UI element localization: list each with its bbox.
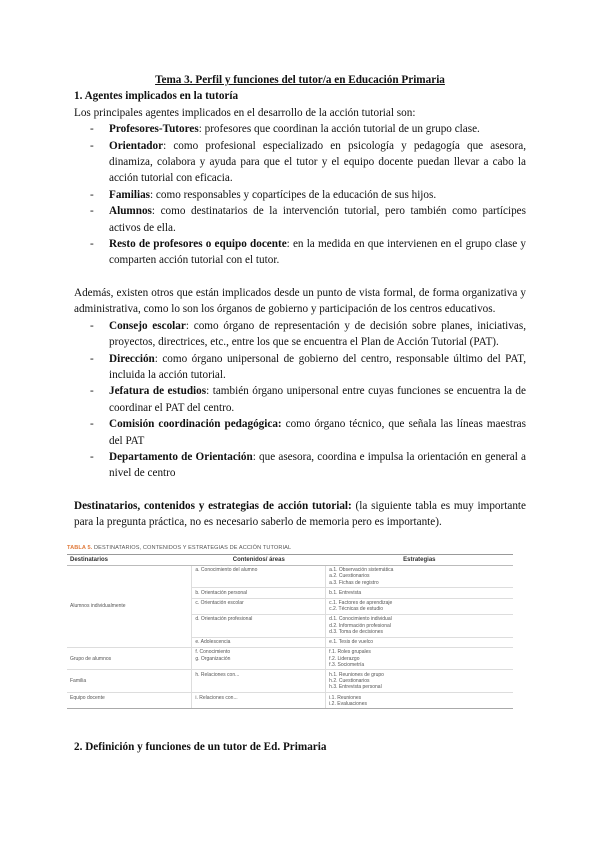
table-cell-line: h.2. Cuestionarios [329,678,370,685]
table-cell: h. Relaciones con... [192,670,326,693]
section-1-intro: Los principales agentes implicados en el desarrollo de la acción tutorial son: [74,106,416,119]
list-item [90,187,526,203]
table-cell-line: d.3. Toma de decisiones [329,628,384,635]
table-cell-destinatario: Equipo docente [67,693,192,709]
section-2-heading: 2. Definición y funciones de un tutor de Ed. Primaria [74,741,327,754]
list-item-text: : también órgano unipersonal entre cuyas funciones se encuentra la de coordinar el PAT del centro. [109,385,526,414]
governing-bodies-list [74,318,526,482]
table-cell-line: i.1. Reuniones [329,694,362,701]
table-cell [192,647,326,670]
section-1-heading: 1. Agentes implicados en la tutoría [74,90,239,103]
list-item [90,121,526,137]
table-header: Contenidos/ áreas [192,554,326,565]
table-caption-text: DESTINATARIOS, CONTENIDOS Y ESTRATEGIAS DE ACCIÓN TUTORIAL [92,544,292,551]
paragraph-table-intro [74,498,526,531]
list-item-text: : como destinatarios de la intervención tutorial, pero también como partícipes activos de ella. [109,205,526,234]
table-cell [326,598,513,614]
table-cell-line: d.1. Conocimiento individual [329,616,392,623]
table-header-row [67,554,513,565]
table-cell: d. Orientación profesional [192,614,326,637]
table-cell [326,588,513,598]
list-item-term: Dirección [109,352,155,365]
table-cell-line: f. Conocimiento [195,649,231,656]
list-item-term: Consejo escolar [109,319,186,332]
list-item-term: Alumnos [109,205,152,218]
list-item-term: Familias [109,188,151,201]
table-cell [326,647,513,670]
list-item [90,383,526,416]
table-caption [67,545,513,552]
table-header: Destinatarios [67,554,192,565]
table-cell-line: g. Organización [195,655,231,662]
table-intro-bold: Destinatarios, contenidos y estrategias de acción tutorial: [74,499,352,512]
table-cell-line: b.1. Entrevista [329,589,362,596]
document-title: Tema 3. Perfil y funciones del tutor/a en Educación Primaria [155,74,445,86]
table-row [67,647,513,670]
table-cell: b. Orientación personal [192,588,326,598]
list-item-text: : como responsables y copartícipes de la educación de sus hijos. [150,188,437,201]
list-item-text: : como profesional especializado en psicología y pedagogía que asesora, dinamiza, colabora y ayuda para que el tutor y el equipo docente puedan llevar a cabo la acción tutorial con eficacia. [109,139,526,185]
table-cell [326,565,513,588]
list-item-term: Resto de profesores o equipo docente [109,238,287,251]
table-cell [326,693,513,709]
table-cell-destinatario: Grupo de alumnos [67,647,192,670]
table-cell-line: h.3. Entrevista personal [329,684,382,691]
paragraph-formal-agents: Además, existen otros que están implicados desde un punto de vista formal, de forma organizativa y administrativa, como lo son los órganos de gobierno y participación de los centros educativos. [74,286,526,316]
table-cell-destinatario: Alumnos individualmente [67,565,192,647]
list-item-text: : en la medida en que intervienen en el grupo clase y comparten acción tutorial con el tutor. [109,238,526,267]
list-item [90,138,526,187]
table-cell-line: h.1. Reuniones de grupo [329,671,384,678]
list-item-term: Jefatura de estudios [109,385,207,398]
list-item-term: Orientador [109,139,164,152]
list-item-text: : que asesora, coordina e impulsa la orientación en general a nivel de centro [109,450,526,480]
table-cell-line: i.2. Evaluaciones [329,700,367,707]
list-item-text: : como órgano unipersonal de gobierno del centro, responsable último del PAT, incluida la acción tutorial. [109,352,526,381]
table-cell-line: f.2. Liderazgo [329,655,360,662]
table-row [67,565,513,588]
list-item-term: Departamento de Orientación [109,450,253,463]
list-item [90,203,526,236]
table-figure [67,545,513,710]
list-item-term: Profesores-Tutores [109,123,199,136]
list-item [90,416,526,449]
table-tag: TABLA 5. [67,544,93,551]
table-cell: c. Orientación escolar [192,598,326,614]
list-item-text: como órgano técnico, que señala las líneas maestras del PAT [109,418,526,447]
list-item-term: Comisión coordinación pedagógica: [109,418,282,431]
agents-list [74,121,526,269]
table-cell: i. Relaciones con... [192,693,326,709]
list-item [90,449,526,482]
table-cell-line: a.2. Cuestionarios [329,573,370,580]
table-cell-destinatario: Familia [67,670,192,693]
list-item [90,318,526,351]
table-cell-line: f.3. Sociometría [329,661,365,668]
table-cell [326,670,513,693]
list-item-text: : profesores que coordinan la acción tutorial de un grupo clase. [198,123,480,136]
table-cell: e. Adolescencia [192,637,326,647]
list-item-text: : como órgano de representación y de decisión sobre planes, iniciativas, proyectos, directrices, etc., entre los que se encuentra el Plan de Acción Tutorial (PAT). [109,319,526,349]
table-cell-line: a.1. Observación sistemática [329,567,394,574]
table-header: Estrategias [326,554,513,565]
table-cell: a. Conocimiento del alumno [192,565,326,588]
table-cell-line: a.3. Fichas de registro [329,579,379,586]
table-cell-line: c.1. Factores de aprendizaje [329,600,393,607]
strategies-table [67,554,513,710]
table-cell-line: d.2. Información profesional [329,622,391,629]
table-cell [326,614,513,637]
list-item [90,236,526,269]
table-row [67,693,513,709]
table-cell [326,637,513,647]
table-cell-line: f.1. Roles grupales [329,649,371,656]
table-row [67,670,513,693]
table-cell-line: e.1. Tesis de vuelco [329,639,373,646]
table-cell-line: c.2. Técnicas de estudio [329,606,383,613]
table-intro-text: (la siguiente tabla es muy importante para la pregunta práctica, no es necesario saberlo de memoria pero es importante). [74,499,526,529]
list-item [90,351,526,384]
document-page [67,72,526,756]
